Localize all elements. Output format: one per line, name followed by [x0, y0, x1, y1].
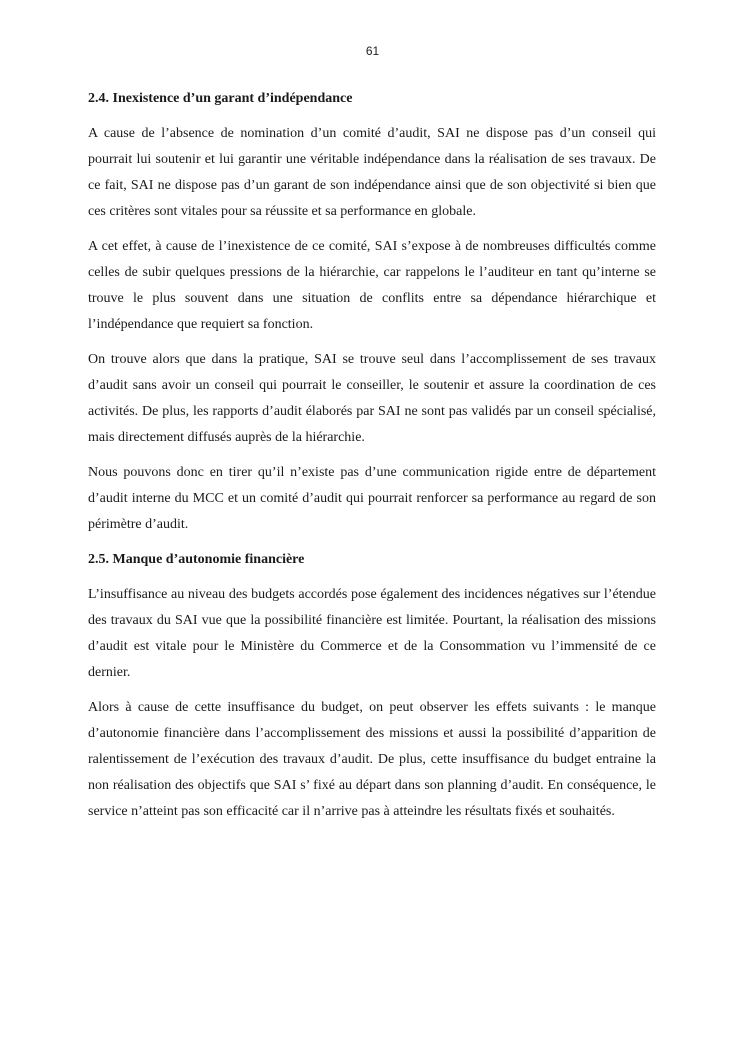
paragraph: A cet effet, à cause de l’inexistence de ce comité, SAI s’expose à de nombreuses difficultés comme celles de subir quelques pressions de la hiérarchie, car rappelons le l’auditeur en tant qu’interne se trouve le plus souvent dans une situation de conflits entre sa dépendance hiérarchique et l’indépendance que requiert sa fonction.: [88, 239, 656, 332]
section-financial-autonomy: [88, 547, 656, 825]
section-independence-guarantor: [88, 86, 656, 538]
paragraph: Alors à cause de cette insuffisance du budget, on peut observer les effets suivants : le manque d’autonomie financière dans l’accomplissement des missions et aussi la possibilité d’apparition de ralentissement de l’exécution des travaux d’audit. De plus, cette insuffisance du budget entraine la non réalisation des objectifs que SAI s’ fixé au départ dans son planning d’audit. En conséquence, le service n’atteint pas son efficacité car il n’arrive pas à atteindre les résultats fixés et souhaités.: [88, 700, 656, 819]
section-heading: 2.5. Manque d’autonomie financière: [88, 552, 305, 567]
paragraph: Nous pouvons donc en tirer qu’il n’existe pas d’une communication rigide entre de département d’audit interne du MCC et un comité d’audit qui pourrait renforcer sa performance au regard de son périmètre d’audit.: [88, 465, 656, 532]
page-content: [88, 86, 656, 834]
page-number: 61: [365, 44, 380, 58]
paragraph: A cause de l’absence de nomination d’un comité d’audit, SAI ne dispose pas d’un conseil qui pourrait lui soutenir et lui garantir une véritable indépendance dans la réalisation de ses travaux. De ce fait, SAI ne dispose pas d’un garant de son indépendance ainsi que de son objectivité si bien que ces critères sont vitales pour sa réussite et sa performance en globale.: [88, 126, 656, 219]
section-heading: 2.4. Inexistence d’un garant d’indépendance: [88, 91, 353, 106]
paragraph: On trouve alors que dans la pratique, SAI se trouve seul dans l’accomplissement de ses travaux d’audit sans avoir un conseil qui pourrait le conseiller, le soutenir et assure la coordination de ces activités. De plus, les rapports d’audit élaborés par SAI ne sont pas validés par un conseil spécialisé, mais directement diffusés auprès de la hiérarchie.: [88, 352, 656, 445]
paragraph: L’insuffisance au niveau des budgets accordés pose également des incidences négatives sur l’étendue des travaux du SAI vue que la possibilité financière est limitée. Pourtant, la réalisation des missions d’audit est vitale pour le Ministère du Commerce et de la Consommation vu l’immensité de ce dernier.: [88, 587, 656, 680]
